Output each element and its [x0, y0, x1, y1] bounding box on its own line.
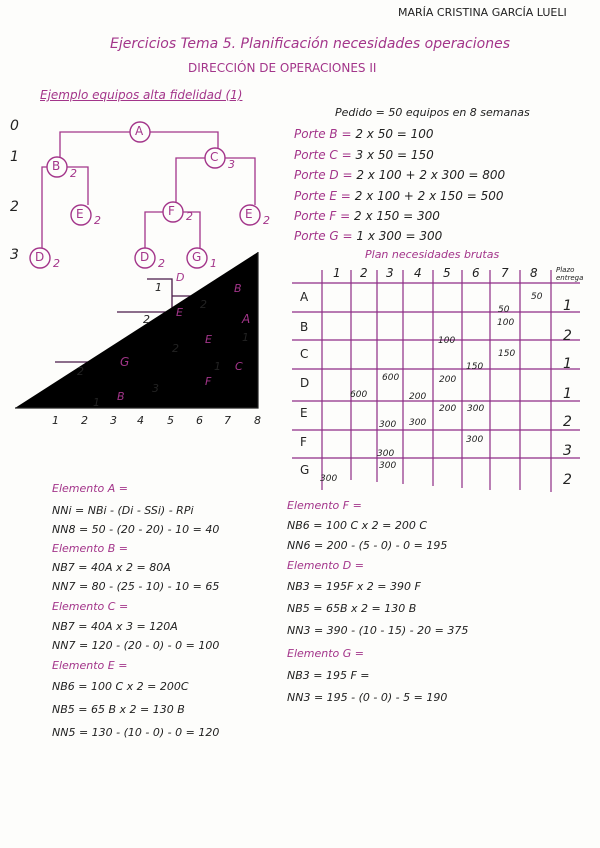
tree-node: F	[168, 204, 175, 218]
calc-line: NB3 = 195F x 2 = 390 F	[287, 580, 421, 593]
bar-item: B	[117, 390, 125, 403]
porte-label: Porte C =	[294, 148, 352, 162]
table-cell: 600	[350, 390, 368, 400]
page-title: Ejercicios Tema 5. Planificación necesidades operaciones	[110, 36, 510, 52]
axis-tick: 5	[167, 414, 174, 427]
tree-node: A	[135, 124, 144, 138]
table-cell: 300	[409, 418, 427, 428]
column-header: 6	[472, 266, 480, 280]
axis-tick: 7	[224, 414, 231, 427]
porte-expr: 2 x 50 = 100	[355, 127, 434, 141]
bar-lead: 2	[172, 342, 179, 355]
calc-line: NB3 = 195 F =	[287, 669, 370, 682]
calc-line: NN7 = 120 - (20 - 0) - 0 = 100	[52, 639, 220, 652]
row-lead-time: 1	[563, 356, 572, 372]
row-label: B	[300, 320, 309, 334]
row-lead-time: 1	[563, 386, 572, 402]
lead-time-header: Plazo entrega	[556, 266, 584, 282]
calc-line: NN3 = 195 - (0 - 0) - 5 = 190	[287, 691, 448, 704]
bar-lead: 1	[242, 331, 249, 344]
row-lead-time: 1	[563, 298, 572, 314]
row-label: C	[300, 347, 309, 361]
axis-tick: 1	[52, 414, 59, 427]
bar-item: C	[235, 360, 243, 373]
element-heading: Elemento E =	[52, 659, 128, 672]
table-cell: 50	[531, 292, 543, 302]
bar-item: F	[205, 375, 212, 388]
table-cell: 150	[466, 362, 484, 372]
tree-node-qty: 2	[158, 257, 165, 270]
level-label: 2	[10, 199, 19, 215]
bar-item: D	[176, 271, 185, 284]
tree-node-qty: 2	[70, 167, 77, 180]
table-cell: 100	[438, 336, 456, 346]
axis-tick: 2	[81, 414, 88, 427]
calc-line: NB6 = 100 C x 2 = 200 C	[287, 519, 428, 532]
element-heading: Elemento F =	[287, 499, 362, 512]
tree-node: G	[192, 250, 202, 264]
row-label: F	[300, 435, 307, 449]
column-header: 5	[443, 266, 451, 280]
porte-expr: 3 x 50 = 150	[355, 148, 434, 162]
column-header: 2	[360, 266, 368, 280]
tree-node: D	[140, 250, 150, 264]
bar-lead: 1	[93, 396, 100, 409]
table-cell: 150	[498, 349, 516, 359]
table-cell: 300	[466, 435, 484, 445]
porte-expr: 1 x 300 = 300	[356, 229, 443, 243]
bar-item: A	[242, 312, 251, 326]
column-header: 4	[414, 266, 422, 280]
axis-tick: 6	[196, 414, 203, 427]
porte-label: Porte D =	[294, 168, 353, 182]
bar-lead: 2	[77, 365, 84, 378]
porte-label: Porte F =	[294, 209, 351, 223]
table-cell: 300	[467, 404, 485, 414]
row-lead-time: 2	[563, 328, 572, 344]
calc-line: NB5 = 65B x 2 = 130 B	[287, 602, 417, 615]
element-heading: Elemento D =	[287, 559, 364, 572]
element-heading: Elemento G =	[287, 647, 365, 660]
bar-item: E	[176, 306, 183, 319]
level-label: 0	[10, 118, 19, 134]
level-label: 1	[10, 149, 19, 165]
calc-line: NB6 = 100 C x 2 = 200C	[52, 680, 189, 693]
column-header: 3	[386, 266, 394, 280]
calc-line: NB7 = 40A x 3 = 120A	[52, 620, 178, 633]
tree-node: D	[35, 250, 45, 264]
row-label: A	[300, 290, 309, 304]
element-heading: Elemento C =	[52, 600, 129, 613]
column-header: 8	[530, 266, 538, 280]
table-cell: 200	[439, 404, 457, 414]
table-cell: 300	[320, 474, 338, 484]
calc-line: NN8 = 50 - (20 - 20) - 10 = 40	[52, 523, 220, 536]
table-cell: 300	[377, 449, 395, 459]
axis-tick: 8	[254, 414, 261, 427]
page-subtitle: DIRECCIÓN DE OPERACIONES II	[188, 61, 377, 75]
level-label: 3	[10, 247, 19, 263]
row-label: G	[300, 463, 310, 477]
tree-node: E	[76, 207, 84, 221]
table-cell: 600	[382, 373, 400, 383]
row-lead-time: 2	[563, 472, 572, 488]
table-cell: 100	[497, 318, 515, 328]
calc-line: NN7 = 80 - (25 - 10) - 10 = 65	[52, 580, 220, 593]
calc-line: NNi = NBi - (Di - SSi) - RPi	[52, 504, 194, 517]
axis-tick: 4	[137, 414, 144, 427]
bar-lead: 2	[200, 298, 207, 311]
bar-item: B	[234, 282, 242, 295]
table-cell: 300	[379, 420, 397, 430]
calc-line: NN5 = 130 - (10 - 0) - 0 = 120	[52, 726, 220, 739]
bar-item: G	[120, 355, 130, 369]
bar-lead: 3	[152, 382, 159, 395]
calc-line: NN3 = 390 - (10 - 15) - 20 = 375	[287, 624, 469, 637]
axis-tick: 3	[110, 414, 117, 427]
porte-label: Porte G =	[294, 229, 353, 243]
bar-lead: 1	[155, 281, 162, 294]
calc-line: NB5 = 65 B x 2 = 130 B	[52, 703, 185, 716]
example-heading: Ejemplo equipos alta fidelidad (1)	[40, 88, 243, 102]
plan-title: Plan necesidades brutas	[365, 248, 500, 261]
row-lead-time: 3	[563, 443, 572, 459]
order-statement: Pedido = 50 equipos en 8 semanas	[335, 106, 530, 119]
porte-expr: 2 x 150 = 300	[354, 209, 440, 223]
tree-node-qty: 1	[210, 257, 217, 270]
porte-label: Porte E =	[294, 189, 351, 203]
tree-node: B	[52, 159, 61, 173]
table-cell: 200	[439, 375, 457, 385]
table-cell: 200	[409, 392, 427, 402]
row-label: D	[300, 376, 310, 390]
bar-lead: 1	[214, 360, 221, 373]
porte-expr: 2 x 100 + 2 x 150 = 500	[354, 189, 504, 203]
porte-expr: 2 x 100 + 2 x 300 = 800	[356, 168, 506, 182]
row-lead-time: 2	[563, 414, 572, 430]
tree-node: E	[245, 207, 253, 221]
column-header: 7	[501, 266, 509, 280]
calc-line: NB7 = 40A x 2 = 80A	[52, 561, 171, 574]
element-heading: Elemento B =	[52, 542, 129, 555]
table-cell: 50	[498, 305, 510, 315]
tree-node-qty: 2	[263, 214, 270, 227]
calc-line: NN6 = 200 - (5 - 0) - 0 = 195	[287, 539, 448, 552]
tree-node-qty: 2	[186, 210, 193, 223]
table-cell: 300	[379, 461, 397, 471]
tree-node: C	[210, 150, 219, 164]
tree-node-qty: 2	[53, 257, 60, 270]
row-label: E	[300, 406, 308, 420]
author-name: MARÍA CRISTINA GARCÍA LUELI	[398, 6, 567, 19]
tree-node-qty: 2	[94, 214, 101, 227]
column-header: 1	[333, 266, 341, 280]
bar-item: E	[205, 333, 212, 346]
bar-lead: 2	[143, 313, 150, 326]
porte-label: Porte B =	[294, 127, 352, 141]
element-heading: Elemento A =	[52, 482, 129, 495]
tree-node-qty: 3	[228, 158, 235, 171]
